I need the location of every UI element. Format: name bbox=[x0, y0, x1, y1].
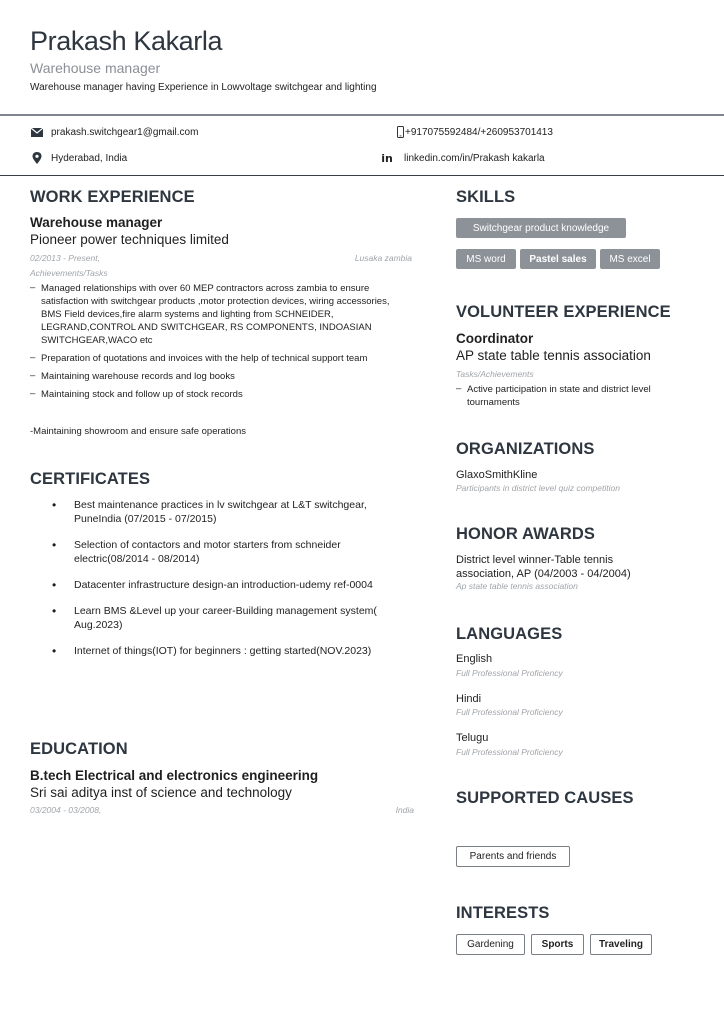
candidate-name: Prakash Kakarla bbox=[30, 26, 223, 56]
language-level: Full Professional Proficiency bbox=[456, 747, 563, 757]
language-name: Hindi bbox=[456, 693, 482, 705]
candidate-summary: Warehouse manager having Experience in Lowvoltage switchgear and lighting bbox=[30, 82, 377, 93]
contact-linkedin[interactable] bbox=[380, 152, 545, 164]
skill-tag: MS excel bbox=[600, 249, 660, 269]
volunteer-tasks-label: Tasks/Achievements bbox=[456, 369, 534, 379]
honor-awards-heading: HONOR AWARDS bbox=[456, 525, 596, 543]
organizations-heading: ORGANIZATIONS bbox=[456, 440, 595, 458]
certificates-heading: CERTIFICATES bbox=[30, 470, 151, 488]
envelope-icon bbox=[30, 126, 44, 138]
list-item: – Managed relationships with over 60 MEP contractors across zambia to ensure satisfaction with switchgear products ,motor protection devices, wiring accessories, BMS Field devices,fire alarm systems and lighting from SCHNEIDER, LEGRAND,CONTROL AND SWITCHGEAR, RS COMPONENTS, INDOASIAN SWITCHGEAR,WACO etc bbox=[30, 282, 410, 347]
honor-text: District level winner-Table tennis association, AP (04/2003 - 04/2004) bbox=[456, 554, 631, 580]
volunteer-org: AP state table tennis association bbox=[456, 348, 651, 363]
phone-text: +917075592484/+260953701413 bbox=[405, 126, 553, 138]
list-item: • Internet of things(IOT) for beginners : getting started(NOV.2023) bbox=[52, 644, 412, 658]
language-level: Full Professional Proficiency bbox=[456, 707, 563, 717]
volunteer-role: Coordinator bbox=[456, 331, 534, 346]
language-level: Full Professional Proficiency bbox=[456, 668, 563, 678]
interest-tag: Sports bbox=[531, 934, 584, 955]
location-text: Hyderabad, India bbox=[51, 152, 128, 164]
achievements-label: Achievements/Tasks bbox=[30, 268, 108, 278]
education-heading: EDUCATION bbox=[30, 740, 128, 758]
contact-email[interactable] bbox=[30, 126, 198, 138]
list-item: • Learn BMS &Level up your career-Building management system( Aug.2023) bbox=[52, 604, 412, 632]
organization-note: Participants in district level quiz competition bbox=[456, 483, 620, 493]
honor-note: Ap state table tennis association bbox=[456, 581, 578, 591]
skills-heading: SKILLS bbox=[456, 188, 516, 206]
work-experience-heading: WORK EXPERIENCE bbox=[30, 188, 195, 206]
company-name: Pioneer power techniques limited bbox=[30, 232, 229, 247]
job-title: Warehouse manager bbox=[30, 215, 163, 230]
interest-tag: Gardening bbox=[456, 934, 525, 955]
languages-heading: LANGUAGES bbox=[456, 625, 563, 643]
skill-tag: MS word bbox=[456, 249, 516, 269]
job-location: Lusaka zambia bbox=[354, 253, 412, 263]
work-extra-note: -Maintaining showroom and ensure safe operations bbox=[30, 426, 246, 437]
list-item: – Active participation in state and district level tournaments bbox=[456, 383, 696, 409]
language-name: English bbox=[456, 653, 493, 665]
linkedin-text: linkedin.com/in/Prakash kakarla bbox=[404, 152, 545, 164]
email-text: prakash.switchgear1@gmail.com bbox=[51, 126, 199, 138]
skill-tag: Switchgear product knowledge bbox=[456, 218, 626, 238]
contact-phone[interactable] bbox=[396, 126, 553, 138]
resume-header bbox=[0, 0, 724, 118]
interests-heading: INTERESTS bbox=[456, 904, 550, 922]
volunteer-bullets bbox=[456, 383, 696, 414]
volunteer-heading: VOLUNTEER EXPERIENCE bbox=[456, 303, 671, 321]
linkedin-icon: in bbox=[381, 151, 393, 165]
list-item: – Preparation of quotations and invoices with the help of technical support team bbox=[30, 352, 410, 365]
interest-tag: Traveling bbox=[590, 934, 652, 955]
certificates-list bbox=[52, 498, 412, 670]
cause-tag: Parents and friends bbox=[456, 846, 570, 867]
list-item: – Maintaining stock and follow up of stock records bbox=[30, 388, 410, 401]
contact-band bbox=[0, 114, 724, 176]
job-dates: 02/2013 - Present, bbox=[30, 253, 100, 263]
map-pin-icon bbox=[30, 152, 44, 164]
school-name: Sri sai aditya inst of science and technology bbox=[30, 785, 292, 800]
list-item: – Maintaining warehouse records and log books bbox=[30, 370, 410, 383]
contact-location bbox=[30, 152, 127, 164]
education-dates: 03/2004 - 03/2008, bbox=[30, 805, 102, 815]
work-bullets bbox=[30, 282, 410, 406]
language-name: Telugu bbox=[456, 732, 489, 744]
supported-causes-heading: SUPPORTED CAUSES bbox=[456, 789, 634, 807]
list-item: • Best maintenance practices in lv switchgear at L&T switchgear, PuneIndia (07/2015 - 07/2015) bbox=[52, 498, 412, 526]
candidate-title: Warehouse manager bbox=[30, 60, 161, 76]
degree: B.tech Electrical and electronics engineering bbox=[30, 768, 319, 783]
list-item: • Selection of contactors and motor starters from schneider electric(08/2014 - 08/2014) bbox=[52, 538, 412, 566]
education-location: India bbox=[395, 805, 414, 815]
list-item: • Datacenter infrastructure design-an introduction-udemy ref-0004 bbox=[52, 578, 412, 592]
skill-tag: Pastel sales bbox=[520, 249, 596, 269]
phone-icon bbox=[396, 126, 404, 138]
organization-name: GlaxoSmithKline bbox=[456, 469, 538, 481]
